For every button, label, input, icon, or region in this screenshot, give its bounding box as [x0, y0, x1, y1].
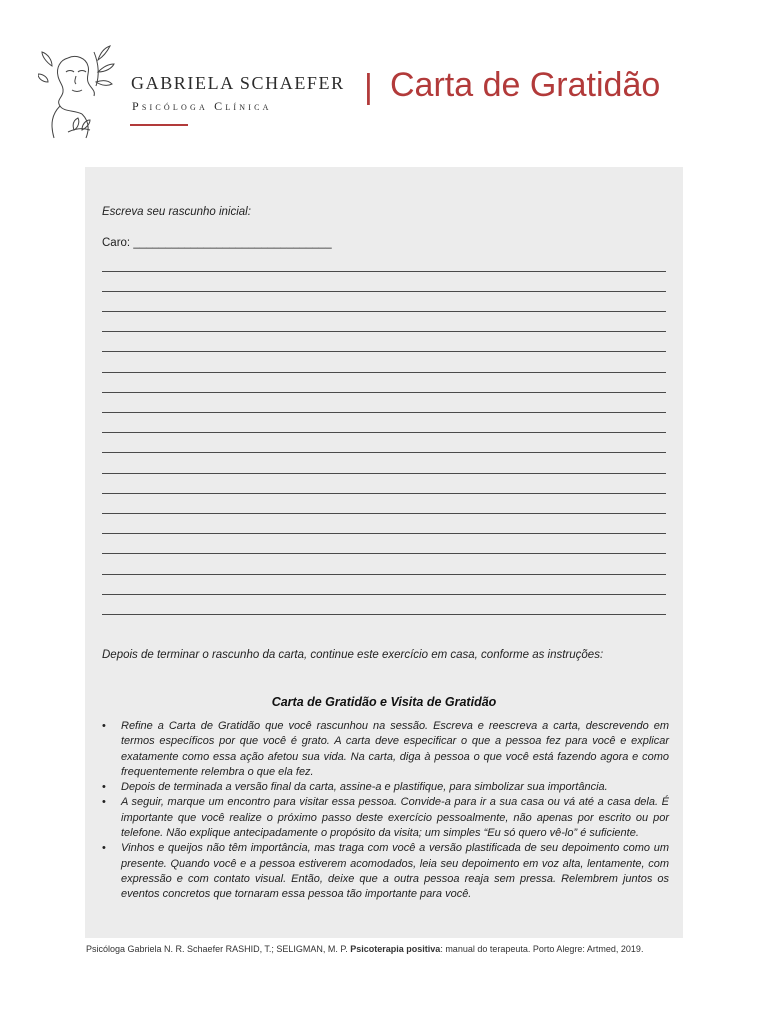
- writing-line[interactable]: [102, 331, 666, 332]
- brand-underline: [130, 124, 188, 126]
- worksheet-panel: [85, 167, 683, 938]
- writing-line[interactable]: [102, 533, 666, 534]
- writing-line[interactable]: [102, 473, 666, 474]
- writing-line[interactable]: [102, 412, 666, 413]
- title-separator: |: [364, 68, 373, 106]
- writing-line[interactable]: [102, 614, 666, 615]
- writing-line[interactable]: [102, 594, 666, 595]
- section-title: Carta de Gratidão e Visita de Gratidão: [271, 695, 497, 709]
- list-item: • A seguir, marque um encontro para visitar essa pessoa. Convide-a para ir a sua casa ou vá até a casa dela. É importante que você realize o próximo passo deste exercício pessoalmente, não apenas por escrito ou por telefone. Não explique antecipadamente o propósito da visita; um simples “Eu só quero vê-lo” é suficiente.: [102, 796, 669, 840]
- writing-line[interactable]: [102, 351, 666, 352]
- instruction-list: [99, 719, 669, 903]
- list-item: • Refine a Carta de Gratidão que você rascunhou na sessão. Escreva e reescreva a carta, descrevendo em termos específicos por que você é grato. A carta deve especificar o que a pessoa fez para você e explicar exatamente como essa ação afetou sua vida. Na carta, diga à pessoa o que você está fazendo agora e como frequentemente relembra o que ela fez.: [102, 720, 669, 778]
- writing-line[interactable]: [102, 432, 666, 433]
- writing-line[interactable]: [102, 553, 666, 554]
- writing-line[interactable]: [102, 513, 666, 514]
- writing-line[interactable]: [102, 392, 666, 393]
- footer-citation: Psicóloga Gabriela N. R. Schaefer RASHID, T.; SELIGMAN, M. P. Psicoterapia positiva: manual do terapeuta. Porto Alegre: Artmed, 2019.: [86, 944, 644, 954]
- writing-line[interactable]: [102, 291, 666, 292]
- writing-line[interactable]: [102, 452, 666, 453]
- list-item: • Depois de terminada a versão final da carta, assine-a e plastifique, para simbolizar sua importância.: [102, 781, 608, 794]
- list-item: • Vinhos e queijos não têm importância, mas traga com você a versão plastificada de seu depoimento como um presente. Quando você e a pessoa estiverem acomodados, leia seu depoimento em voz alta, lentamente, com expressão e com contato visual. Então, deixe que a outra pessoa reaja sem pressa. Relembrem juntos os eventos concretos que tornaram essa pessoa tão importante para você.: [102, 842, 669, 901]
- brand-name: GABRIELA SCHAEFER: [131, 73, 345, 93]
- after-instructions: Depois de terminar o rascunho da carta, continue este exercício em casa, conforme as instruções:: [102, 649, 604, 661]
- brand-subtitle: Psicóloga Clínica: [132, 99, 272, 113]
- writing-line[interactable]: [102, 372, 666, 373]
- writing-line[interactable]: [102, 271, 666, 272]
- writing-line[interactable]: [102, 493, 666, 494]
- page-title: Carta de Gratidão: [390, 66, 661, 104]
- logo-face-leaves-icon: [38, 42, 118, 140]
- writing-line[interactable]: [102, 311, 666, 312]
- draft-prompt: Escreva seu rascunho inicial:: [102, 206, 251, 218]
- writing-line[interactable]: [102, 574, 666, 575]
- salutation-field[interactable]: Caro: _______________________________: [102, 237, 332, 249]
